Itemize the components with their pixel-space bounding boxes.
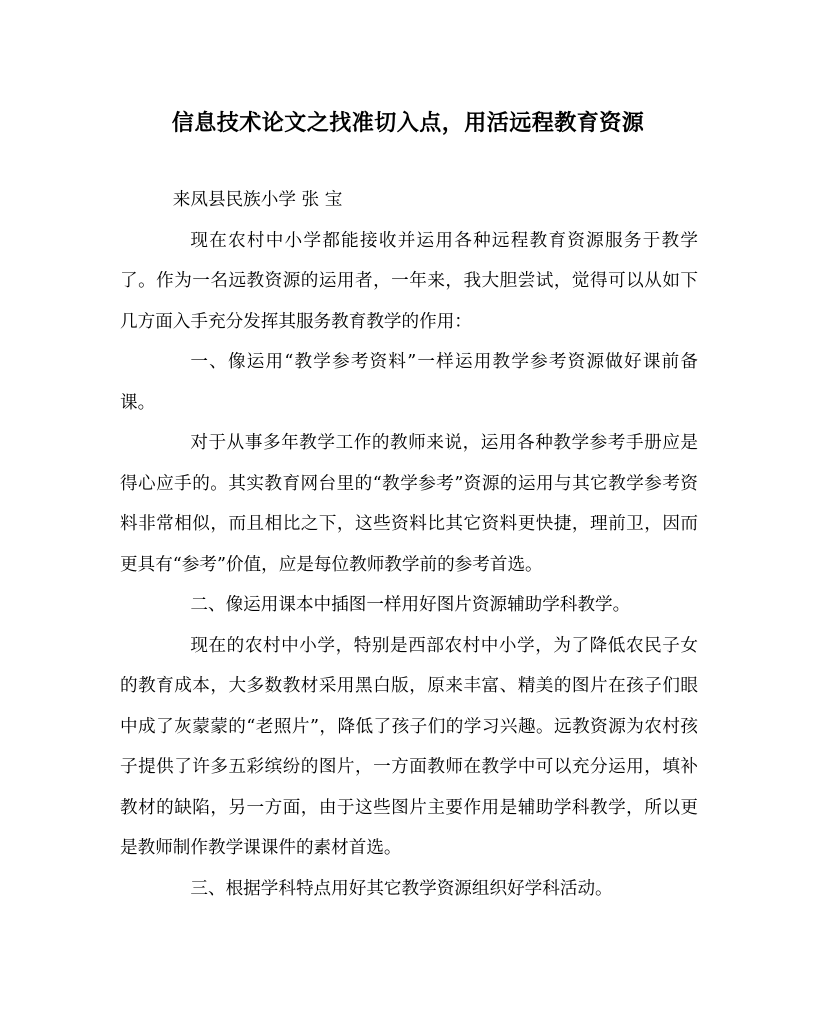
heading-section-1: 一、像运用“教学参考资料”一样运用教学参考资源做好课前备课。 [120,352,698,413]
paragraph-intro: 现在农村中小学都能接收并运用各种远程教育资源服务于教学了。作为一名远教资源的运用者，一年来，我大胆尝试，觉得可以从如下几方面入手充分发挥其服务教育教学的作用： [120,230,698,332]
document-title: 信息技术论文之找准切入点，用活远程教育资源 [171,110,645,136]
heading-section-2: 二、像运用课本中插图一样用好图片资源辅助学科教学。 [190,595,631,615]
document-body [120,180,698,909]
paragraph-section-1: 对于从事多年教学工作的教师来说，运用各种教学参考手册应是得心应手的。其实教育网台里的“教学参考”资源的运用与其它教学参考资料非常相似，而且相比之下，这些资料比其它资料更快捷，理前卫，因而更具有“参考”价值，应是每位教师教学前的参考首选。 [120,433,698,575]
paragraph-section-2: 现在的农村中小学，特别是西部农村中小学，为了降低农民子女的教育成本，大多数教材采用黑白版，原来丰富、精美的图片在孩子们眼中成了灰蒙蒙的“老照片”，降低了孩子们的学习兴趣。远教资源为农村孩子提供了许多五彩缤纷的图片，一方面教师在教学中可以充分运用，填补教材的缺陷，另一方面，由于这些图片主要作用是辅助学科教学，所以更是教师制作教学课课件的素材首选。 [120,635,698,858]
heading-section-3: 三、根据学科特点用好其它教学资源组织好学科活动。 [190,878,613,899]
author-line: 来凤县民族小学 张 宝 [172,190,343,210]
